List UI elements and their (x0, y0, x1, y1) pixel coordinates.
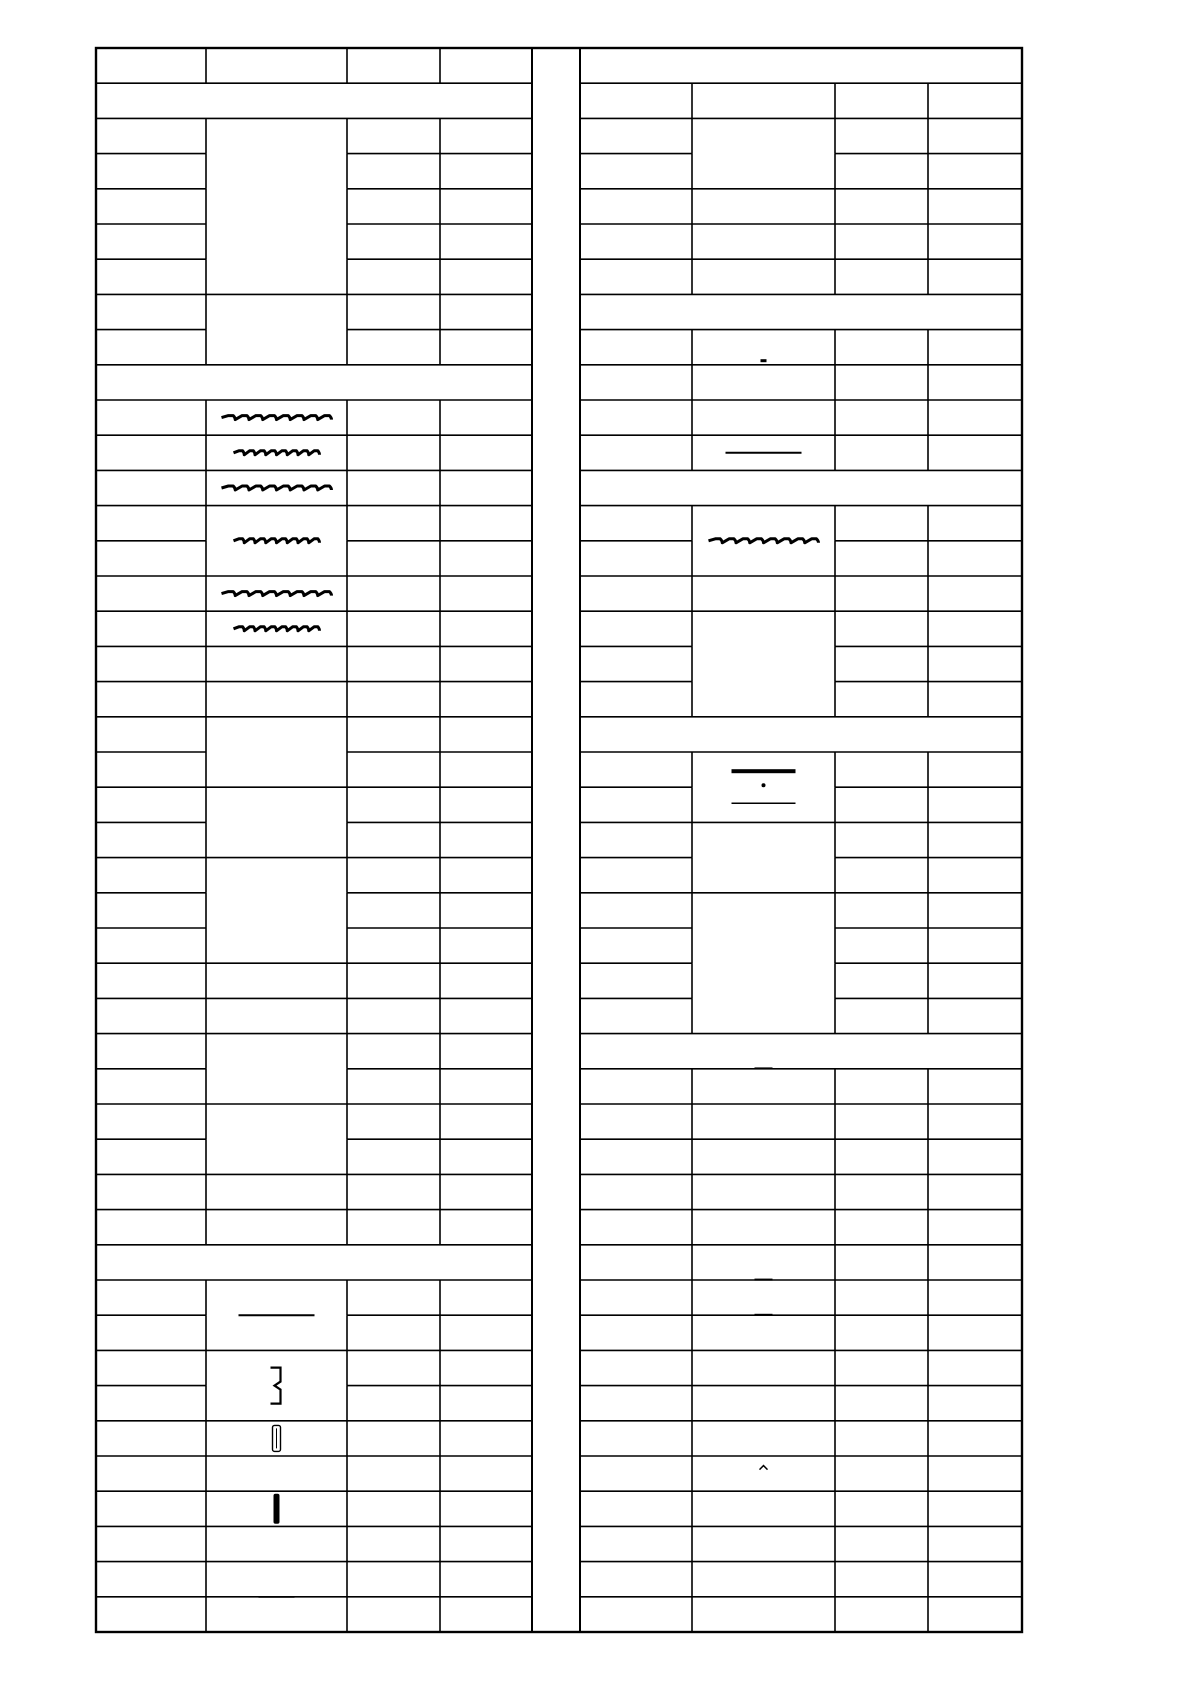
double-line-icon-dot (762, 783, 766, 787)
dot-mark-icon (761, 359, 767, 362)
bar-icon (274, 1494, 280, 1524)
double-line-icon (732, 769, 796, 773)
dash-mark-icon (755, 1067, 773, 1069)
dash-mark-icon (755, 1279, 773, 1281)
dash-mark-icon (755, 1314, 773, 1316)
